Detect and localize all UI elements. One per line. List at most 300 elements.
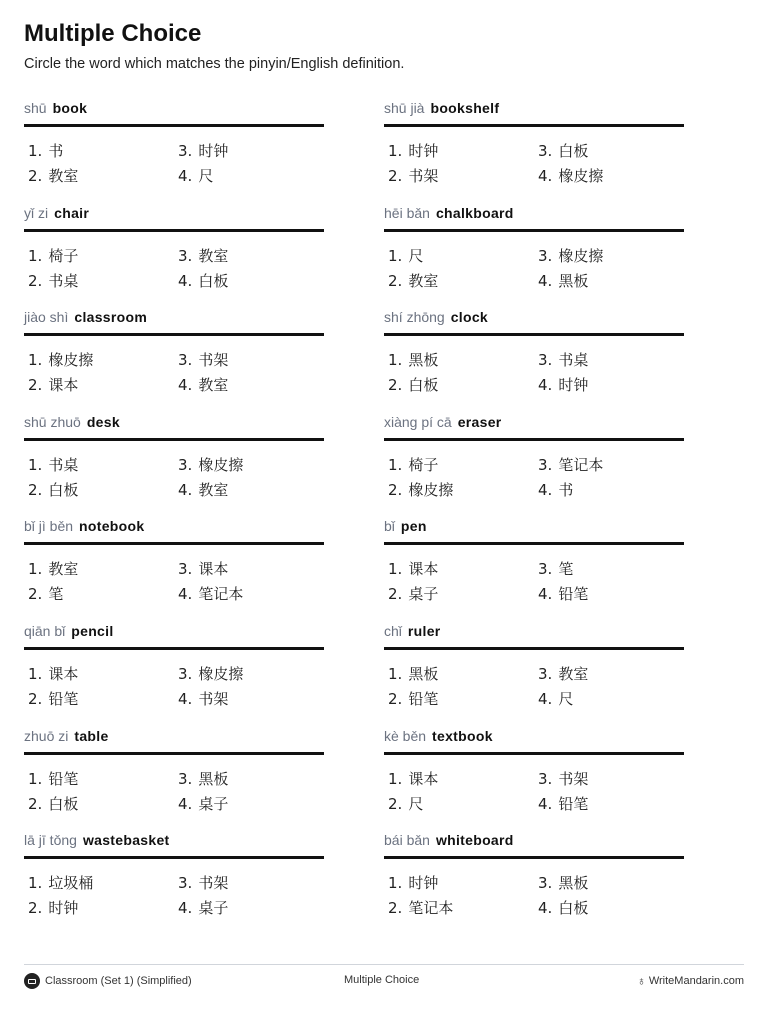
option-word: 课本 [48,376,79,395]
option-word: 书桌 [48,455,79,474]
question-item [24,410,324,515]
option-word: 橡皮擦 [48,351,94,370]
answer-option[interactable] [384,896,534,921]
answer-option[interactable] [534,582,684,607]
english-label: bookshelf [430,100,500,116]
option-number: 4. [538,480,553,499]
answer-option[interactable] [24,792,174,817]
option-number: 4. [178,167,193,185]
option-number: 3. [538,246,553,265]
answer-rule [24,647,324,650]
answer-rule [384,438,684,441]
pinyin-label: bái bǎn [384,832,430,849]
option-word: 白板 [558,899,589,918]
answer-option[interactable] [174,373,324,398]
option-word: 时钟 [48,899,79,918]
english-label: whiteboard [435,832,514,849]
option-word: 时钟 [408,142,439,160]
answer-options [384,453,684,503]
option-word: 教室 [198,246,229,265]
question-item [384,828,684,933]
answer-option[interactable] [384,139,534,164]
page-title: Multiple Choice [24,20,202,47]
option-number: 4. [538,271,553,290]
english-label: chalkboard [435,204,514,221]
question-prompt [24,305,324,329]
option-number: 1. [28,246,43,265]
answer-option[interactable] [384,792,534,817]
pinyin-label: shū [24,100,47,116]
question-item [384,201,684,306]
answer-option[interactable] [384,244,534,269]
option-number: 3. [178,560,193,579]
pinyin-label: shū jià [384,100,425,116]
answer-option[interactable] [24,269,174,294]
answer-option[interactable] [384,373,534,398]
option-word: 时钟 [558,376,589,395]
option-number: 3. [538,769,553,788]
answer-option[interactable] [174,348,324,373]
option-number: 4. [178,794,193,813]
answer-option[interactable] [384,871,534,896]
answer-rule [24,333,324,336]
option-number: 2. [28,480,43,499]
english-label: eraser [457,413,502,430]
option-number: 1. [28,142,43,160]
footer-title: Multiple Choice [344,974,420,986]
option-number: 3. [178,455,193,474]
answer-option[interactable] [534,244,684,269]
question-prompt [384,619,684,643]
answer-option[interactable] [534,662,684,687]
answer-rule [24,229,324,232]
option-number: 2. [388,376,403,395]
question-prompt [384,201,684,225]
answer-options [384,557,684,607]
answer-rule [384,752,684,755]
option-number: 4. [178,376,193,395]
option-word: 教室 [48,167,79,185]
option-number: 2. [388,271,403,290]
answer-options [24,244,324,294]
english-label: pen [400,518,427,535]
option-number: 1. [28,769,43,788]
option-number: 2. [388,689,403,708]
answer-option[interactable] [384,164,534,189]
option-number: 3. [178,874,193,893]
option-number: 3. [178,246,193,265]
pinyin-label: bǐ [384,518,395,535]
option-number: 1. [388,664,403,683]
answer-option[interactable] [534,478,684,503]
answer-option[interactable] [24,453,174,478]
option-number: 3. [178,664,193,683]
pinyin-label: bǐ jì běn [24,518,74,535]
option-word: 书架 [198,874,229,893]
pinyin-label: kè běn [384,727,427,744]
answer-option[interactable] [384,348,534,373]
option-word: 铅笔 [558,794,589,813]
option-word: 笔 [48,585,64,604]
option-number: 3. [538,455,553,474]
option-word: 书架 [408,167,439,185]
classroom-icon [24,973,40,989]
answer-rule [384,229,684,232]
question-prompt [384,96,684,120]
footer-brand-name: WriteMandarin.com [648,975,744,987]
answer-option[interactable] [534,687,684,712]
answer-options [24,871,324,921]
answer-option[interactable] [24,896,174,921]
answer-options [384,348,684,398]
question-item [24,619,324,724]
question-prompt [24,828,324,852]
answer-option[interactable] [384,557,534,582]
option-number: 2. [28,376,43,395]
option-word: 黑板 [198,769,229,788]
option-word: 书桌 [558,351,589,370]
pinyin-label: xiàng pí cā [384,413,452,430]
option-number: 3. [538,874,553,893]
option-word: 椅子 [408,455,439,474]
question-item [384,724,684,829]
english-label: pencil [71,622,114,639]
option-number: 4. [538,899,553,918]
option-number: 2. [28,689,43,708]
answer-option[interactable] [24,662,174,687]
option-word: 教室 [48,560,79,579]
question-item [24,514,324,619]
answer-option[interactable] [174,478,324,503]
option-word: 笔 [558,560,574,579]
english-label: chair [54,204,90,221]
option-word: 尺 [408,246,424,265]
answer-options [384,662,684,712]
footer [24,973,744,991]
option-number: 4. [538,689,553,708]
question-prompt [384,410,684,434]
question-item [24,305,324,410]
answer-option[interactable] [24,582,174,607]
option-word: 书 [558,480,574,499]
answer-option[interactable] [24,348,174,373]
option-word: 铅笔 [558,585,589,604]
option-word: 白板 [48,480,79,499]
option-word: 橡皮擦 [198,455,244,474]
pinyin-label: qiān bǐ [24,622,66,639]
option-number: 1. [388,246,403,265]
option-word: 时钟 [198,142,229,160]
option-word: 黑板 [408,664,439,683]
answer-option[interactable] [24,244,174,269]
answer-option[interactable] [174,164,324,189]
option-number: 4. [178,585,193,604]
option-number: 3. [538,351,553,370]
option-word: 尺 [198,167,214,185]
option-number: 2. [28,899,43,918]
answer-options [24,767,324,817]
option-word: 教室 [558,664,589,683]
question-item [24,96,324,201]
answer-rule [384,333,684,336]
answer-options [384,767,684,817]
answer-options [384,139,684,189]
option-number: 1. [388,351,403,370]
option-word: 橡皮擦 [408,480,454,499]
option-word: 白板 [198,271,229,290]
answer-option[interactable] [534,269,684,294]
answer-option[interactable] [534,767,684,792]
option-number: 2. [388,899,403,918]
option-number: 2. [388,794,403,813]
answer-option[interactable] [384,269,534,294]
answer-options [384,244,684,294]
answer-option[interactable] [534,348,684,373]
answer-rule [24,438,324,441]
option-word: 橡皮擦 [558,167,604,185]
answer-rule [384,647,684,650]
answer-option[interactable] [174,662,324,687]
option-word: 白板 [558,142,589,160]
option-number: 1. [28,874,43,893]
question-prompt [384,828,684,852]
answer-option[interactable] [174,582,324,607]
answer-rule [24,124,324,127]
question-item [384,96,684,201]
option-word: 黑板 [558,874,589,893]
question-prompt [384,514,684,538]
english-label: notebook [79,518,145,535]
option-word: 橡皮擦 [558,246,604,265]
option-number: 2. [388,480,403,499]
question-grid [24,96,724,933]
question-item [384,514,684,619]
option-word: 笔记本 [408,899,454,918]
option-number: 2. [388,585,403,604]
option-word: 时钟 [408,874,439,893]
option-word: 桌子 [408,585,439,604]
answer-option[interactable] [24,767,174,792]
answer-option[interactable] [534,373,684,398]
option-number: 4. [178,689,193,708]
footer-divider [24,964,744,965]
option-word: 铅笔 [48,769,79,788]
option-number: 2. [28,794,43,813]
answer-option[interactable] [534,557,684,582]
english-label: table [74,727,109,744]
question-prompt [24,410,324,434]
question-prompt [24,201,324,225]
option-word: 笔记本 [198,585,244,604]
option-word: 教室 [198,376,229,395]
answer-options [24,662,324,712]
answer-option[interactable] [174,244,324,269]
pinyin-label: shū zhuō [24,413,81,430]
answer-rule [24,542,324,545]
answer-option[interactable] [384,767,534,792]
option-word: 铅笔 [48,689,79,708]
option-number: 1. [388,769,403,788]
answer-option[interactable] [174,767,324,792]
english-label: book [52,100,88,116]
option-number: 4. [538,585,553,604]
answer-option[interactable] [174,896,324,921]
answer-option[interactable] [384,453,534,478]
option-number: 4. [538,376,553,395]
option-number: 4. [178,480,193,499]
option-word: 铅笔 [408,689,439,708]
option-word: 课本 [48,664,79,683]
option-number: 1. [388,874,403,893]
footer-set [24,973,192,989]
option-word: 书架 [198,351,229,370]
answer-option[interactable] [534,792,684,817]
option-word: 尺 [408,794,424,813]
english-label: classroom [74,309,148,326]
option-number: 3. [538,142,553,160]
option-number: 4. [538,167,553,185]
answer-options [24,453,324,503]
pinyin-label: yǐ zi [24,204,49,221]
answer-options [24,139,324,189]
answer-rule [384,124,684,127]
option-word: 课本 [408,769,439,788]
answer-rule [384,542,684,545]
pinyin-label: shí zhōng [384,309,445,326]
answer-option[interactable] [384,582,534,607]
question-item [384,305,684,410]
option-number: 2. [388,167,403,185]
option-number: 1. [28,664,43,683]
answer-rule [24,752,324,755]
option-number: 4. [178,899,193,918]
option-number: 3. [178,351,193,370]
question-prompt [384,305,684,329]
option-word: 椅子 [48,246,79,265]
answer-rule [24,856,324,859]
option-word: 垃圾桶 [48,874,94,893]
option-number: 4. [538,794,553,813]
instructions: Circle the word which matches the pinyin/English definition. [24,56,405,72]
answer-option[interactable] [174,687,324,712]
pinyin-label: lā jī tǒng [24,832,77,849]
option-number: 3. [178,769,193,788]
question-prompt [24,724,324,748]
english-label: textbook [432,727,493,744]
footer-set-name: Classroom (Set 1) (Simplified) [45,975,192,987]
option-word: 书架 [198,689,229,708]
option-number: 1. [28,351,43,370]
answer-options [384,871,684,921]
question-prompt [24,514,324,538]
footer-brand [637,974,744,988]
question-item [24,201,324,306]
english-label: ruler [407,622,441,639]
option-word: 教室 [408,271,439,290]
answer-rule [384,856,684,859]
question-item [24,828,324,933]
option-word: 黑板 [408,351,439,370]
option-word: 课本 [198,560,229,579]
answer-option[interactable] [24,164,174,189]
answer-option[interactable] [534,453,684,478]
answer-option[interactable] [384,687,534,712]
question-item [384,619,684,724]
answer-option[interactable] [534,139,684,164]
answer-option[interactable] [534,896,684,921]
english-label: wastebasket [82,832,170,849]
answer-option[interactable] [24,687,174,712]
answer-options [24,557,324,607]
option-word: 橡皮擦 [198,664,244,683]
answer-option[interactable] [24,871,174,896]
question-prompt [24,619,324,643]
option-number: 1. [388,560,403,579]
option-number: 1. [28,455,43,474]
english-label: desk [86,413,120,430]
option-word: 黑板 [558,271,589,290]
option-number: 4. [178,271,193,290]
answer-option[interactable] [174,557,324,582]
option-word: 课本 [408,560,439,579]
option-word: 尺 [558,689,574,708]
option-number: 1. [388,455,403,474]
english-label: clock [450,309,489,326]
answer-option[interactable] [174,139,324,164]
option-number: 1. [388,142,403,160]
option-number: 3. [538,664,553,683]
answer-option[interactable] [24,557,174,582]
question-item [24,724,324,829]
answer-option[interactable] [174,871,324,896]
option-word: 书架 [558,769,589,788]
question-prompt [384,724,684,748]
option-word: 桌子 [198,794,229,813]
pinyin-label: chǐ [384,622,402,639]
question-prompt [24,96,324,120]
option-word: 笔记本 [558,455,604,474]
answer-option[interactable] [384,478,534,503]
option-word: 桌子 [198,899,229,918]
option-number: 2. [28,585,43,604]
option-number: 2. [28,167,43,185]
answer-options [24,348,324,398]
writemandarin-logo-icon: ♁ [636,974,646,988]
answer-option[interactable] [24,139,174,164]
answer-option[interactable] [534,871,684,896]
option-word: 教室 [198,480,229,499]
answer-option[interactable] [174,269,324,294]
question-item [384,410,684,515]
option-number: 3. [538,560,553,579]
option-word: 书桌 [48,271,79,290]
answer-option[interactable] [384,662,534,687]
option-number: 2. [28,271,43,290]
option-number: 1. [28,560,43,579]
answer-option[interactable] [24,478,174,503]
option-word: 白板 [48,794,79,813]
option-word: 白板 [408,376,439,395]
option-number: 3. [178,142,193,160]
answer-option[interactable] [174,792,324,817]
pinyin-label: jiào shì [24,309,69,326]
answer-option[interactable] [174,453,324,478]
option-word: 书 [48,142,64,160]
answer-option[interactable] [24,373,174,398]
pinyin-label: hēi bǎn [384,204,430,221]
pinyin-label: zhuō zi [24,727,69,744]
answer-option[interactable] [534,164,684,189]
